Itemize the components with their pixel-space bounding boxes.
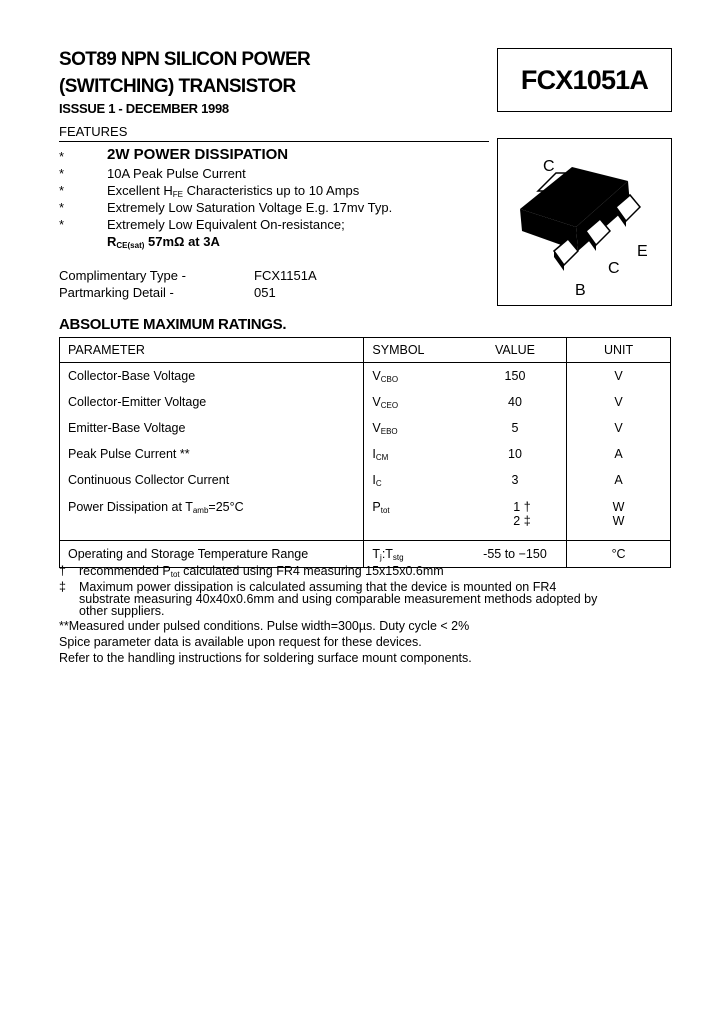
feature-text: Extremely Low Equivalent On-resistance; — [107, 217, 345, 232]
handling-note: Refer to the handling instructions for soldering surface mount components. — [59, 651, 472, 665]
table-row — [60, 363, 671, 390]
column-header: PARAMETER — [60, 338, 364, 363]
value-cell: 5 — [464, 415, 567, 441]
rce-line — [107, 233, 220, 254]
pin-label-c: C — [608, 260, 620, 277]
pin-label-b: B — [575, 282, 586, 299]
parameter-cell: Continuous Collector Current — [60, 467, 364, 493]
symbol-cell: $P_{tot}$ — [364, 493, 464, 541]
feature-bullet: * — [59, 200, 65, 215]
feature-text: Extremely Low Saturation Voltage E.g. 17mv Typ. — [107, 200, 393, 215]
double-dagger-mark: ‡ — [59, 580, 66, 594]
parameter-cell: Peak Pulse Current ** — [60, 441, 364, 467]
partmarking-label: Partmarking Detail - — [59, 285, 174, 300]
column-header: UNIT — [567, 338, 671, 363]
feature-item — [59, 199, 489, 216]
partmarking-value: 051 — [254, 285, 276, 300]
complimentary-label: Complimentary Type - — [59, 268, 186, 283]
table-row — [60, 467, 671, 493]
package-drawing-box — [497, 138, 672, 306]
ratings-table — [59, 337, 671, 568]
features-heading: FEATURES — [59, 124, 128, 139]
table-header-row — [60, 338, 671, 363]
pin-label-e: E — [637, 243, 648, 260]
part-number-box — [497, 48, 672, 112]
feature-item — [59, 216, 489, 233]
parameter-cell: Emitter-Base Voltage — [60, 415, 364, 441]
ratings-heading: ABSOLUTE MAXIMUM RATINGS. — [59, 316, 287, 333]
parameter-cell: Collector-Emitter Voltage — [60, 389, 364, 415]
rce-subscript: CE(sat) — [116, 241, 145, 250]
symbol-cell: $I_{CM}$ — [364, 441, 464, 467]
column-header: VALUE — [464, 338, 567, 363]
parameter-cell: Power Dissipation at $T_{amb}=25^\circ C$ — [60, 493, 364, 541]
value-cell: 10 — [464, 441, 567, 467]
symbol-cell: $T_j:T_{stg}$ — [364, 541, 464, 568]
unit-cell: W W — [567, 493, 671, 541]
rce-value: 57mΩ at 3A — [144, 234, 220, 249]
value-cell: 3 — [464, 467, 567, 493]
unit-cell: V — [567, 415, 671, 441]
table-row — [60, 441, 671, 467]
hfe-rest: Characteristics up to 10 Amps — [182, 183, 360, 198]
issue-date: ISSSUE 1 - DECEMBER 1998 — [59, 101, 229, 116]
feature-text: 2W POWER DISSIPATION — [107, 146, 289, 163]
feature-bullet: * — [59, 166, 65, 181]
feature-item — [59, 165, 489, 182]
symbol-cell: $V_{CBO}$ — [364, 363, 464, 390]
spice-note: Spice parameter data is available upon request for these devices. — [59, 635, 422, 649]
parameter-cell: Operating and Storage Temperature Range — [60, 541, 364, 568]
column-header: SYMBOL — [364, 338, 464, 363]
value-cell: 1 † 2 ‡ — [464, 493, 567, 541]
unit-cell: V — [567, 389, 671, 415]
feature-item — [59, 182, 489, 199]
part-number: FCX1051A — [520, 64, 649, 95]
feature-bullet: * — [59, 149, 65, 164]
double-dagger-note-line-3: other suppliers. — [79, 604, 165, 618]
double-dagger-note-line-1: Maximum power dissipation is calculated assuming that the device is mounted on FR4 — [79, 580, 557, 594]
dagger-note: recommended $P_{tot}$ calculated using FR4 measuring 15x15x0.6mm — [79, 564, 444, 579]
hfe-subscript: FE — [172, 190, 183, 199]
pin-label-c-top: C — [543, 158, 555, 175]
title-line-2: (SWITCHING) TRANSISTOR — [59, 76, 296, 97]
unit-cell: V — [567, 363, 671, 390]
feature-item — [59, 146, 489, 166]
pulsed-note: **Measured under pulsed conditions. Pulse width=300µs. Duty cycle < 2% — [59, 619, 470, 633]
feature-bullet: * — [59, 217, 65, 232]
dagger-mark: † — [59, 564, 66, 578]
features-rule — [59, 141, 489, 142]
unit-cell: A — [567, 467, 671, 493]
unit-cell: A — [567, 441, 671, 467]
double-dagger-note-line-2: substrate measuring 40x40x0.6mm and using comparable measurement methods adopted by — [79, 592, 598, 606]
unit-cell: °C — [567, 541, 671, 568]
value-cell: -55 to −150 — [464, 541, 567, 568]
value-cell: 150 — [464, 363, 567, 390]
complimentary-value: FCX1151A — [254, 268, 317, 283]
table-row — [60, 415, 671, 441]
rce-symbol: R — [107, 234, 117, 249]
symbol-cell: $V_{CEO}$ — [364, 389, 464, 415]
value-cell: 40 — [464, 389, 567, 415]
feature-list — [59, 146, 489, 256]
title-line-1: SOT89 NPN SILICON POWER — [59, 49, 311, 70]
table-row — [60, 493, 671, 541]
hfe-label: Excellent H — [107, 183, 173, 198]
feature-text: 10A Peak Pulse Current — [107, 166, 246, 181]
table-row — [60, 389, 671, 415]
sot89-package-icon — [498, 139, 671, 305]
parameter-cell: Collector-Base Voltage — [60, 363, 364, 390]
symbol-cell: $I_C$ — [364, 467, 464, 493]
feature-bullet: * — [59, 183, 65, 198]
symbol-cell: $V_{EBO}$ — [364, 415, 464, 441]
